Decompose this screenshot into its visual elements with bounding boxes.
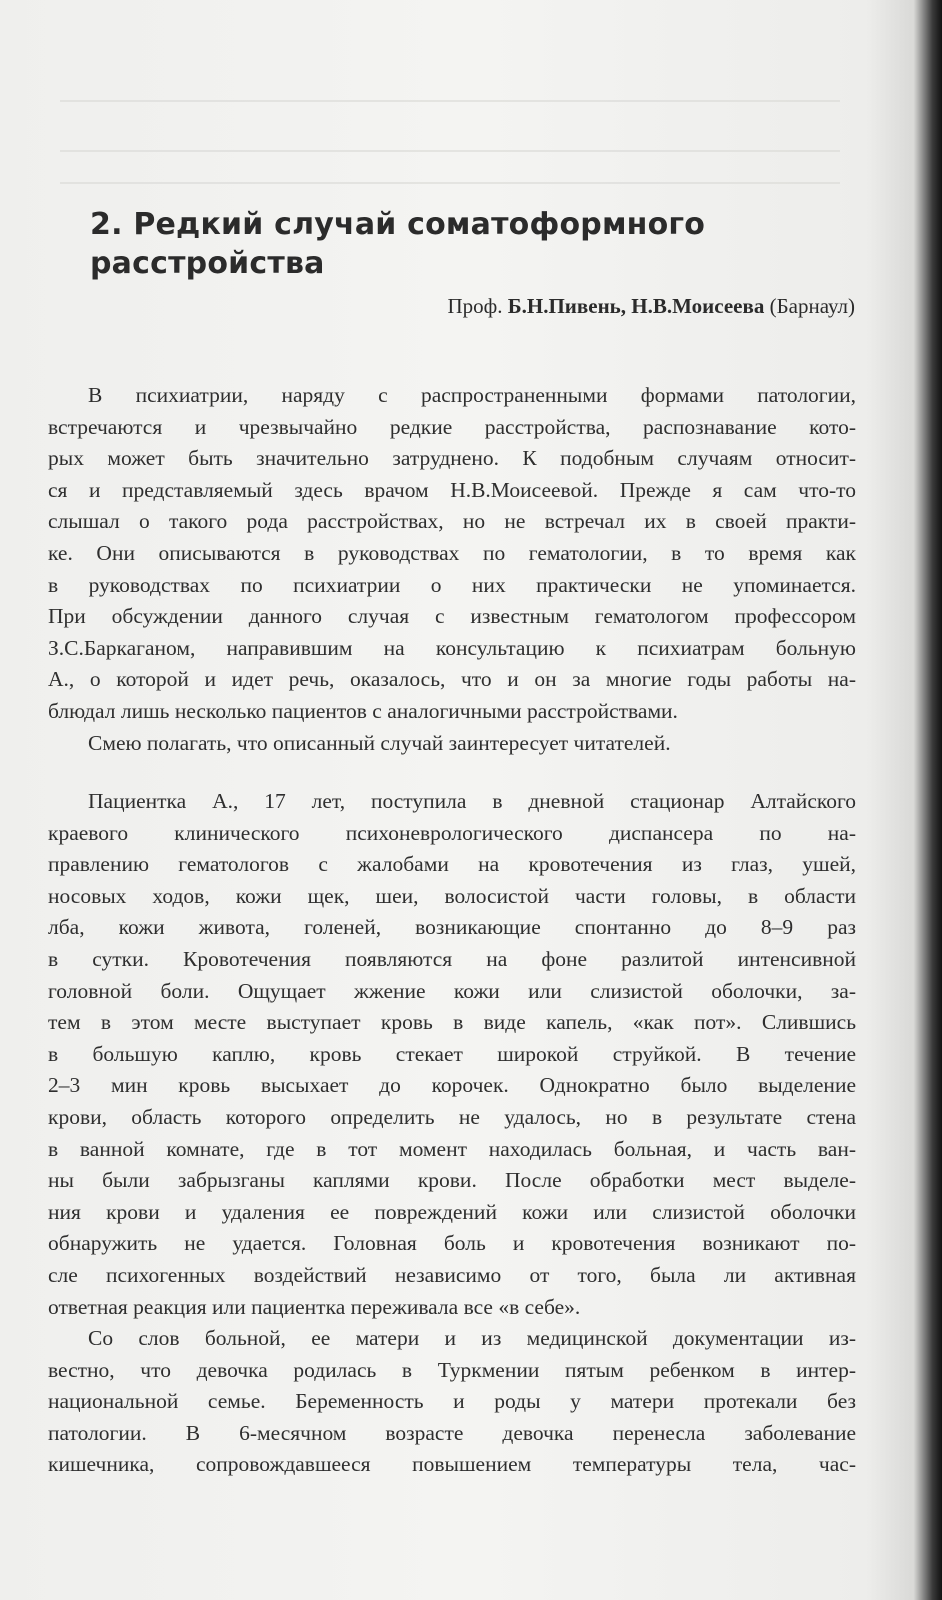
text-line: слышал о такого рода расстройствах, но не встречал их в своей практи- <box>48 509 856 534</box>
text-line: ке. Они описываются в руководствах по гематологии, в то время как <box>48 540 856 565</box>
text-line: блюдал лишь несколько пациентов с аналогичными расстройствами. <box>48 698 678 723</box>
text-line: ся и представляемый здесь врачом Н.В.Моисеевой. Прежде я сам что-то <box>48 477 856 502</box>
text-line: в большую каплю, кровь стекает широкой струйкой. В течение <box>48 1041 856 1066</box>
authors-names: Б.Н.Пивень, Н.В.Моисеева <box>507 294 765 318</box>
text-line: обнаружить не удается. Головная боль и кровотечения возникают по- <box>48 1231 856 1256</box>
text-line: носовых ходов, кожи щек, шеи, волосистой части головы, в области <box>48 883 856 908</box>
text-line: встречаются и чрезвычайно редкие расстройства, распознавание кото- <box>48 414 856 439</box>
text-line: Со слов больной, ее матери и из медицинской документации из- <box>88 1326 856 1351</box>
text-line: ны были забрызганы каплями крови. После обработки мест выделе- <box>48 1168 856 1193</box>
text-line: рых может быть значительно затруднено. К подобным случаям относит- <box>48 446 856 471</box>
bleed-through-line <box>60 100 840 102</box>
text-line: ния крови и удаления ее повреждений кожи или слизистой оболочки <box>48 1199 856 1224</box>
text-line: в сутки. Кровотечения появляются на фоне разлитой интенсивной <box>48 946 856 971</box>
article-title <box>90 205 850 283</box>
paragraph-case <box>48 786 856 1481</box>
text-line: ответная реакция или пациентка переживала все «в себе». <box>48 1294 581 1319</box>
authors-city: (Барнаул) <box>764 294 855 318</box>
text-line: в ванной комнате, где в тот момент находилась больная, и часть ван- <box>48 1136 856 1161</box>
text-line: крови, область которого определить не удалось, но в результате стена <box>48 1104 856 1129</box>
text-line: При обсуждении данного случая с известным гематологом профессором <box>48 604 856 629</box>
text-line: Смею полагать, что описанный случай заинтересует читателей. <box>88 730 671 755</box>
text-line: В психиатрии, наряду с распространенными формами патологии, <box>88 383 856 407</box>
paragraph-intro <box>48 380 856 759</box>
text-line: краевого клинического психоневрологического диспансера по на- <box>48 820 856 845</box>
text-line: национальной семье. Беременность и роды у матери протекали без <box>48 1389 856 1414</box>
text-line: З.С.Баркаганом, направившим на консультацию к психиатрам больную <box>48 635 856 660</box>
text-line: головной боли. Ощущает жжение кожи или слизистой оболочки, за- <box>48 978 856 1003</box>
authors-prefix: Проф. <box>447 294 508 318</box>
text-line: 2–3 мин кровь высыхает до корочек. Однократно было выделение <box>48 1073 856 1098</box>
text-line: тем в этом месте выступает кровь в виде капель, «как пот». Слившись <box>48 1010 856 1035</box>
title-line: расстройства <box>90 246 325 281</box>
text-line: правлению гематологов с жалобами на кровотечения из глаз, ушей, <box>48 852 856 877</box>
text-line: сле психогенных воздействий независимо от того, была ли активная <box>48 1262 856 1287</box>
article-authors <box>60 292 855 320</box>
text-line: лба, кожи живота, голеней, возникающие спонтанно до 8–9 раз <box>48 915 856 940</box>
text-line: кишечника, сопровождавшееся повышением температуры тела, час- <box>48 1452 856 1477</box>
bleed-through-line <box>60 150 840 152</box>
title-line: 2. Редкий случай соматоформного <box>90 207 706 242</box>
bleed-through-line <box>60 182 840 184</box>
text-line: вестно, что девочка родилась в Туркмении пятым ребенком в интер- <box>48 1357 856 1382</box>
text-line: патологии. В 6-месячном возрасте девочка перенесла заболевание <box>48 1420 856 1445</box>
text-line: А., о которой и идет речь, оказалось, что и он за многие годы работы на- <box>48 667 856 692</box>
text-line: в руководствах по психиатрии о них практически не упоминается. <box>48 572 856 597</box>
text-line: Пациентка А., 17 лет, поступила в дневной стационар Алтайского <box>88 789 856 813</box>
